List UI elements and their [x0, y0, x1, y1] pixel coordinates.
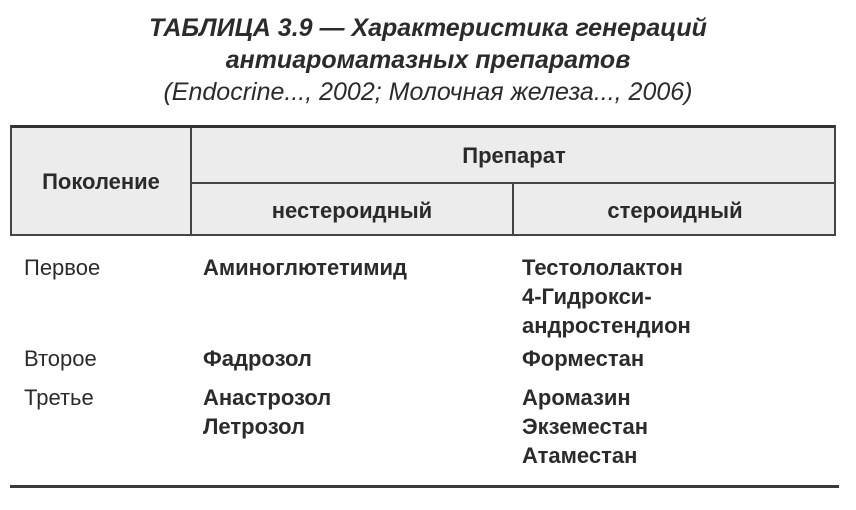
drug-name: Форместан	[522, 346, 645, 371]
drug-name: андростендион	[522, 313, 691, 338]
header-generation: Поколение	[42, 169, 160, 194]
row-steroidal	[522, 383, 648, 470]
table-row	[10, 253, 836, 343]
table-caption	[0, 12, 856, 108]
caption-title-line1: ТАБЛИЦА 3.9 — Характеристика генераций	[149, 14, 707, 42]
row-generation: Второе	[24, 346, 97, 371]
header-drug: Препарат	[462, 143, 566, 168]
row-nonsteroidal	[203, 383, 331, 441]
drug-name: Аминоглютетимид	[203, 255, 408, 280]
row-nonsteroidal	[203, 253, 407, 282]
row-generation: Первое	[24, 255, 101, 280]
table-bottom-rule	[10, 485, 839, 488]
table-row	[10, 344, 836, 376]
drug-name: Атаместан	[522, 443, 638, 468]
caption-title-line2: антиароматазных препаратов	[225, 46, 631, 74]
table-row	[10, 383, 836, 473]
drug-name: Анастрозол	[203, 385, 332, 410]
row-steroidal	[522, 344, 644, 373]
drug-name: Экземестан	[522, 414, 649, 439]
drug-name: Фадрозол	[203, 346, 312, 371]
row-nonsteroidal	[203, 344, 312, 373]
header-nonsteroidal: нестероидный	[271, 198, 433, 223]
row-generation: Третье	[24, 385, 94, 410]
drug-name: Летрозол	[203, 414, 305, 439]
drug-name: Аромазин	[522, 385, 631, 410]
header-steroidal: стероидный	[607, 198, 743, 223]
drug-name: Тестололактон	[522, 255, 683, 280]
drug-name: 4-Гидрокси-	[522, 284, 652, 309]
caption-source: (Endocrine..., 2002; Молочная железа..., 2006)	[163, 78, 693, 106]
row-steroidal	[522, 253, 691, 340]
